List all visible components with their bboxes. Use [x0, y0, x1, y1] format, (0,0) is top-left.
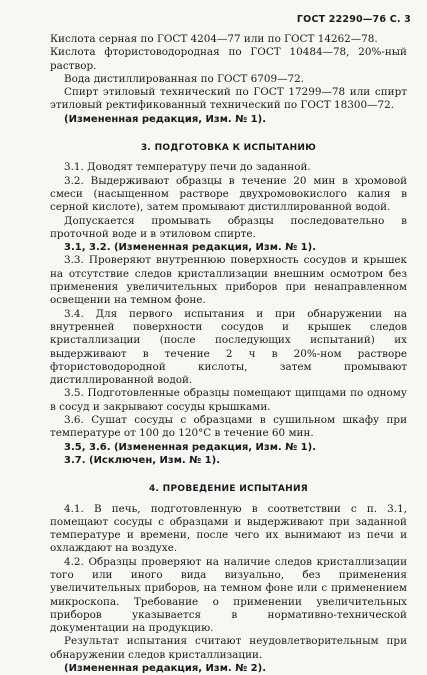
paragraph: Вода дистиллированная по ГОСТ 6709—72.: [64, 72, 305, 85]
paragraph: 3.3. Проверяют внутреннюю поверхность сосудов и крышек на отсутствие следов кристаллизации внешним осмотром без применения увеличительных приборов при ненаправленном освещении на темном фоне.: [50, 254, 407, 307]
page-header: ГОСТ 22290—76 С. 3: [296, 14, 411, 25]
amendment-note: (Измененная редакция, Изм. № 2).: [64, 663, 267, 675]
paragraph: 3.2. Выдерживают образцы в течение 20 мин в хромовой смеси (насыщенном растворе двухромовокислого калия в серной кислоте), затем промывают дистиллированной водой.: [50, 174, 407, 214]
amendment-note: (Измененная редакция, Изм. № 1).: [64, 113, 267, 125]
paragraph: 3.6. Сушат сосуды с образцами в сушильном шкафу при температуре от 100 до 120°С в течение 60 мин.: [50, 414, 407, 440]
paragraph: 3.5. Подготовленные образцы помещают щипцами по одному в сосуд и закрывают сосуды крышками.: [50, 387, 407, 413]
paragraph: Кислота серная по ГОСТ 4204—77 или по ГОСТ 14262—78.: [50, 33, 378, 45]
section-title: 3. ПОДГОТОВКА К ИСПЫТАНИЮ: [140, 143, 317, 154]
amendment-note: 3.1, 3.2. (Измененная редакция, Изм. № 1).: [64, 242, 317, 254]
paragraph: Результат испытания считают неудовлетворительным при обнаружении следов кристаллизации.: [50, 635, 407, 661]
paragraph: Спирт этиловый технический по ГОСТ 17299—78 или спирт этиловый ректификованный технический по ГОСТ 18300—72.: [50, 86, 407, 112]
paragraph: 3.1. Доводят температуру печи до заданной.: [64, 161, 311, 174]
paragraph: Кислота фтористоводородная по ГОСТ 10484—78, 20%-ный раствор.: [50, 46, 407, 72]
document-body: [50, 33, 407, 675]
paragraph: 3.4. Для первого испытания и при обнаружении на внутренней поверхности сосудов и крышек следов кристаллизации (после последующих испытаний) их выдерживают в течение 2 ч в 20%-ном растворе фтористоводородной кислоты, затем промывают дистиллированной водой.: [50, 307, 407, 387]
paragraph: 4.2. Образцы проверяют на наличие следов кристаллизации того или иного вида визуально, без применения увеличительных приборов, на темном фоне или с применением микроскопа. Требование о применении увеличительных приборов указывается в нормативно-технической документации на продукцию.: [50, 555, 407, 635]
amendment-note: 3.5, 3.6. (Измененная редакция, Изм. № 1).: [64, 441, 317, 453]
section-title: 4. ПРОВЕДЕНИЕ ИСПЫТАНИЯ: [148, 484, 309, 495]
paragraph: Допускается промывать образцы последовательно в проточной воде и в этиловом спирте.: [50, 214, 407, 240]
paragraph: 4.1. В печь, подготовленную в соответствии с п. 3.1, помещают сосуды с образцами и выдерживают при заданной температуре и времени, после чего их вынимают из печи и охлаждают на воздухе.: [50, 502, 407, 555]
amendment-note: 3.7. (Исключен, Изм. № 1).: [64, 454, 221, 466]
